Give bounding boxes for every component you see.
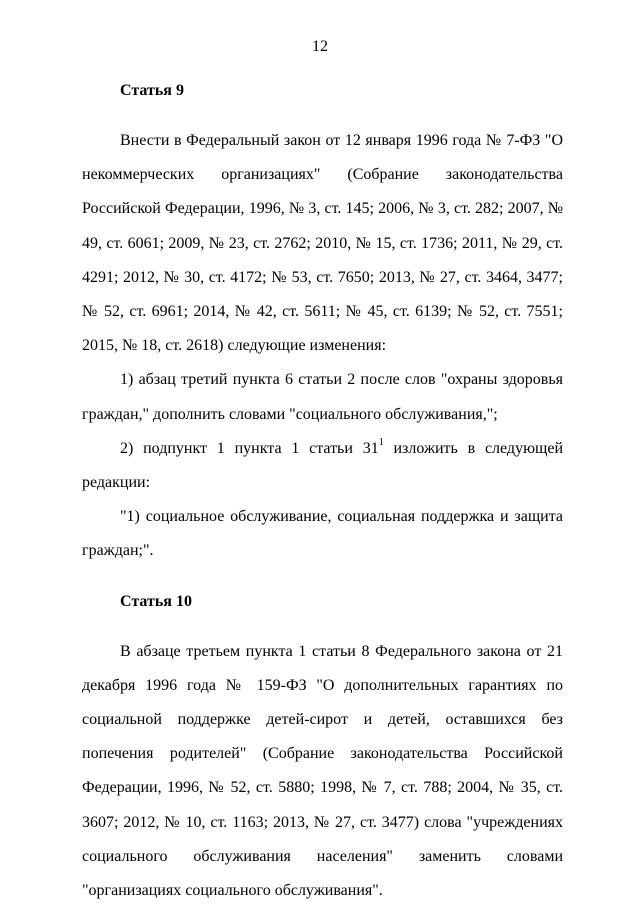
article-9-heading: Статья 9 — [120, 82, 184, 99]
spacer — [82, 619, 563, 635]
spacer — [82, 108, 563, 124]
article-9-item-2-superscript: 1 — [378, 436, 384, 448]
article-9-item-2-end: изложить в следующей редакции: — [82, 439, 564, 492]
article-9-item-1: 1) абзац третий пункта 6 статьи 2 после слов "охраны здоровья граждан," дополнить словами "социального обслуживания,"; — [82, 371, 563, 423]
article-9-intro: Внести в Федеральный закон от 12 января 1996 года № 7-ФЗ "О некоммерческих организациях" (Собрание законодательства Российской Федерации, 1996, № 3, ст. 145; 2006, № 3, ст. 282; 2007, № 49, ст. 6061; 2009, № 23, ст. 2762; 2010, № 15, ст. 1736; 2011, № 29, ст. 4291; 2012, № 30, ст. 4172; № 53, ст. 7650; 2013, № 27, ст. 3464, 3477; № 52, ст. 6961; 2014, № 42, ст. 5611; № 45, ст. 6139; № 52, ст. 7551; 2015, № 18, ст. 2618) следующие изменения: — [82, 132, 563, 355]
page-number: 12 — [312, 38, 328, 55]
article-10-text: В абзаце третьем пункта 1 статьи 8 Федерального закона от 21 декабря 1996 года № 159-ФЗ "О дополнительных гарантиях по социальной поддержке детей-сирот и детей, оставшихся без попечения родителей" (Собрание законодательства Российской Федерации, 1996, № 52, ст. 5880; 1998, № 7, ст. 788; 2004, № 35, ст. 3607; 2012, № 10, ст. 1163; 2013, № 27, ст. 3477) слова "учреждениях социального обслуживания населения" заменить словами "организациях социального обслуживания". — [82, 642, 563, 900]
article-10-heading: Статья 10 — [120, 592, 192, 610]
spacer — [82, 569, 563, 585]
document-body — [82, 74, 563, 908]
article-9-item-2-start: 2) подпункт 1 пункта 1 статьи 31 — [120, 439, 379, 457]
article-9-item-2 — [82, 432, 563, 500]
article-9-item-2-quote: "1) социальное обслуживание, социальная поддержка и защита граждан;". — [82, 508, 563, 560]
